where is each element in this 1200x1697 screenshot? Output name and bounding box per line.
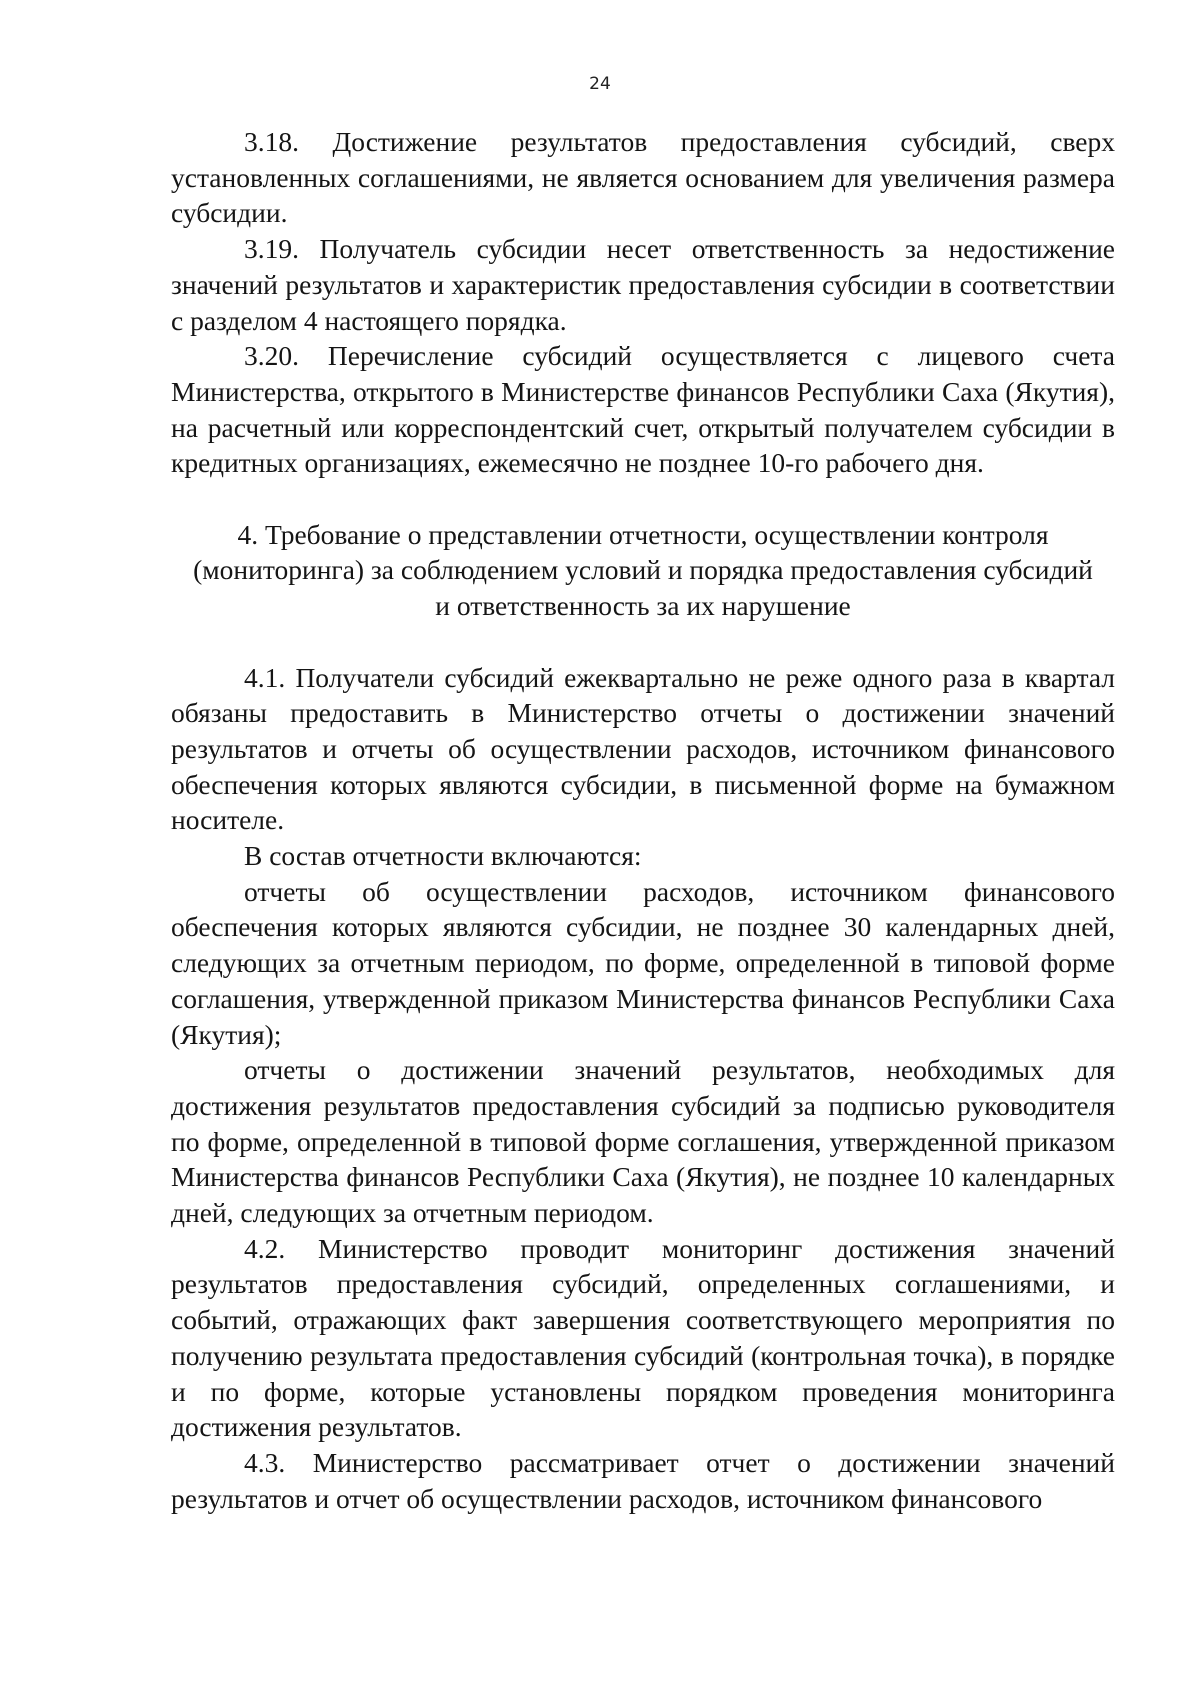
paragraph-3-20: 3.20. Перечисление субсидий осуществляется с лицевого счета Министерства, открытого в Министерстве финансов Республики Саха (Якутия), на расчетный или корреспондентский счет, открытый получателем субсидии в кредитных организациях, ежемесячно не позднее 10-го рабочего дня. xyxy=(171,340,1115,479)
paragraph-reporting-composition: В состав отчетности включаются: xyxy=(244,840,642,872)
document-body xyxy=(171,124,1115,1516)
paragraph-4-3: 4.3. Министерство рассматривает отчет о достижении значений результатов и отчет об осуществлении расходов, источником финансового xyxy=(171,1446,1115,1514)
page-number: 24 xyxy=(589,74,611,94)
paragraph-3-18: 3.18. Достижение результатов предоставления субсидий, сверх установленных соглашениями, не является основанием для увеличения размера субсидии. xyxy=(171,126,1115,229)
paragraph-results-reports: отчеты о достижении значений результатов, необходимых для достижения результатов предоставления субсидий за подписью руководителя по форме, определенной в типовой форме соглашения, утвержденной приказом Министерства финансов Республики Саха (Якутия), не позднее 10 календарных дней, следующих за отчетным периодом. xyxy=(171,1054,1115,1229)
section-heading-line: и ответственность за их нарушение xyxy=(435,590,851,622)
paragraph-4-1: 4.1. Получатели субсидий ежеквартально не реже одного раза в квартал обязаны предоставить в Министерство отчеты о достижении значений результатов и отчеты об осуществлении расходов, источником финансового обеспечения которых являются субсидии, в письменной форме на бумажном носителе. xyxy=(171,661,1115,836)
paragraph-4-2: 4.2. Министерство проводит мониторинг достижения значений результатов предоставления субсидий, определенных соглашениями, и событий, отражающих факт завершения соответствующего мероприятия по получению результата предоставления субсидий (контрольная точка), в порядке и по форме, которые установлены порядком проведения мониторинга достижения результатов. xyxy=(171,1232,1115,1443)
paragraph-expense-reports: отчеты об осуществлении расходов, источником финансового обеспечения которых являются субсидии, не позднее 30 календарных дней, следующих за отчетным периодом, по форме, определенной в типовой форме соглашения, утвержденной приказом Министерства финансов Республики Саха (Якутия); xyxy=(171,875,1115,1050)
spacer xyxy=(171,624,1115,660)
section-heading-line: 4. Требование о представлении отчетности, осуществлении контроля xyxy=(237,518,1049,550)
section-heading-line: (мониторинга) за соблюдением условий и порядка предоставления субсидий xyxy=(193,554,1093,586)
spacer xyxy=(171,481,1115,517)
section-heading xyxy=(171,517,1115,624)
paragraph-3-19: 3.19. Получатель субсидии несет ответственность за недостижение значений результатов и характеристик предоставления субсидии в соответствии с разделом 4 настоящего порядка. xyxy=(171,233,1115,336)
